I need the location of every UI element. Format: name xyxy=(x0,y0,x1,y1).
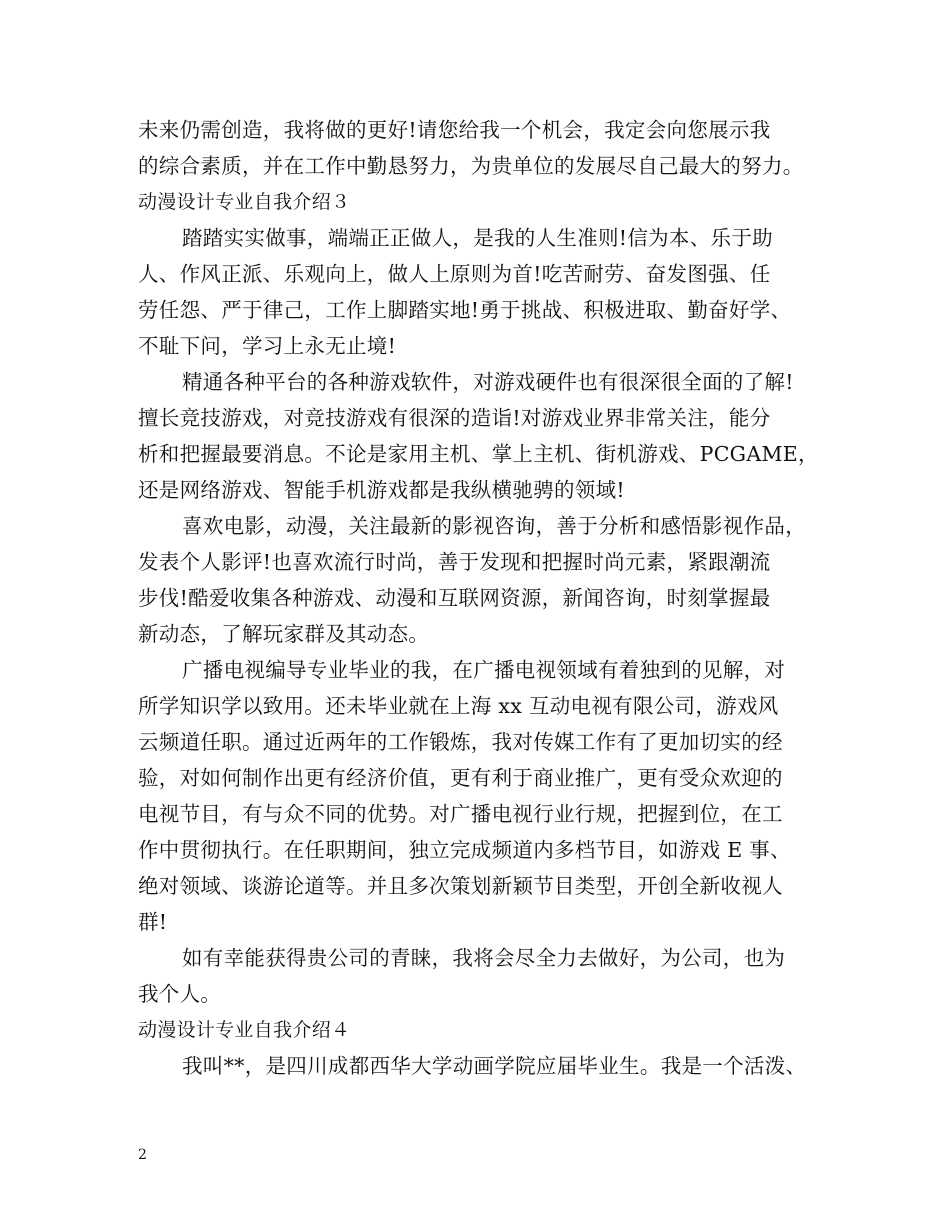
paragraph-first-line: 我叫**，是四川成都西华大学动画学院应届毕业生。我是一个活泼、 xyxy=(182,1054,807,1078)
text-line: 我个人。 xyxy=(138,982,222,1006)
text-line: 新动态，了解玩家群及其动态。 xyxy=(138,622,430,646)
text-line: 电视节目，有与众不同的优势。对广播电视行业行规，把握到位，在工 xyxy=(138,802,783,826)
text-line: 作中贯彻执行。在任职期间，独立完成频道内多档节目，如游戏 E 事、 xyxy=(138,838,791,862)
text-line: 发表个人影评!也喜欢流行时尚，善于发现和把握时尚元素，紧跟潮流 xyxy=(138,550,771,574)
text-line: 绝对领域、谈游论道等。并且多次策划新颖节目类型，开创全新收视人 xyxy=(138,874,783,898)
document-body xyxy=(138,112,828,1084)
text-line: 的综合素质，并在工作中勤恳努力，为贵单位的发展尽自己最大的努力。 xyxy=(138,154,804,178)
page-number: 2 xyxy=(138,1147,147,1163)
section-heading: 动漫设计专业自我介绍４ xyxy=(138,1019,351,1041)
text-line: 云频道任职。通过近两年的工作锻炼，我对传媒工作有了更加切实的经 xyxy=(138,730,783,754)
paragraph-first-line: 喜欢电影，动漫，关注最新的影视咨询，善于分析和感悟影视作品， xyxy=(182,514,806,538)
text-line: 未来仍需创造，我将做的更好!请您给我一个机会，我定会向您展示我 xyxy=(138,118,771,142)
paragraph-first-line: 精通各种平台的各种游戏软件，对游戏硬件也有很深很全面的了解! xyxy=(182,370,794,394)
text-line: 擅长竞技游戏，对竞技游戏有很深的造诣!对游戏业界非常关注，能分 xyxy=(138,406,771,430)
text-line: 不耻下问，学习上永无止境! xyxy=(138,334,397,358)
text-line: 人、作风正派、乐观向上，做人上原则为首!吃苦耐劳、奋发图强、任 xyxy=(138,262,771,286)
text-line: 还是网络游戏、智能手机游戏都是我纵横驰骋的领域! xyxy=(138,478,625,502)
text-line: 所学知识学以致用。还未毕业就在上海 xx 互动电视有限公司，游戏风 xyxy=(138,694,779,718)
section-heading: 动漫设计专业自我介绍３ xyxy=(138,191,351,213)
text-line: 析和把握最要消息。不论是家用主机、掌上主机、街机游戏、PCGAME， xyxy=(138,442,819,466)
paragraph-first-line: 踏踏实实做事，端端正正做人，是我的人生准则!信为本、乐于助 xyxy=(182,226,773,250)
paragraph-first-line: 如有幸能获得贵公司的青睐，我将会尽全力去做好，为公司，也为 xyxy=(182,946,786,970)
text-line: 劳任怨、严于律己，工作上脚踏实地!勇于挑战、积极进取、勤奋好学、 xyxy=(138,298,792,322)
text-line: 验，对如何制作出更有经济价值，更有利于商业推广，更有受众欢迎的 xyxy=(138,766,783,790)
paragraph-first-line: 广播电视编导专业毕业的我，在广播电视领域有着独到的见解，对 xyxy=(182,658,786,682)
text-line: 群! xyxy=(138,910,168,934)
text-line: 步伐!酷爱收集各种游戏、动漫和互联网资源，新闻咨询，时刻掌握最 xyxy=(138,586,771,610)
